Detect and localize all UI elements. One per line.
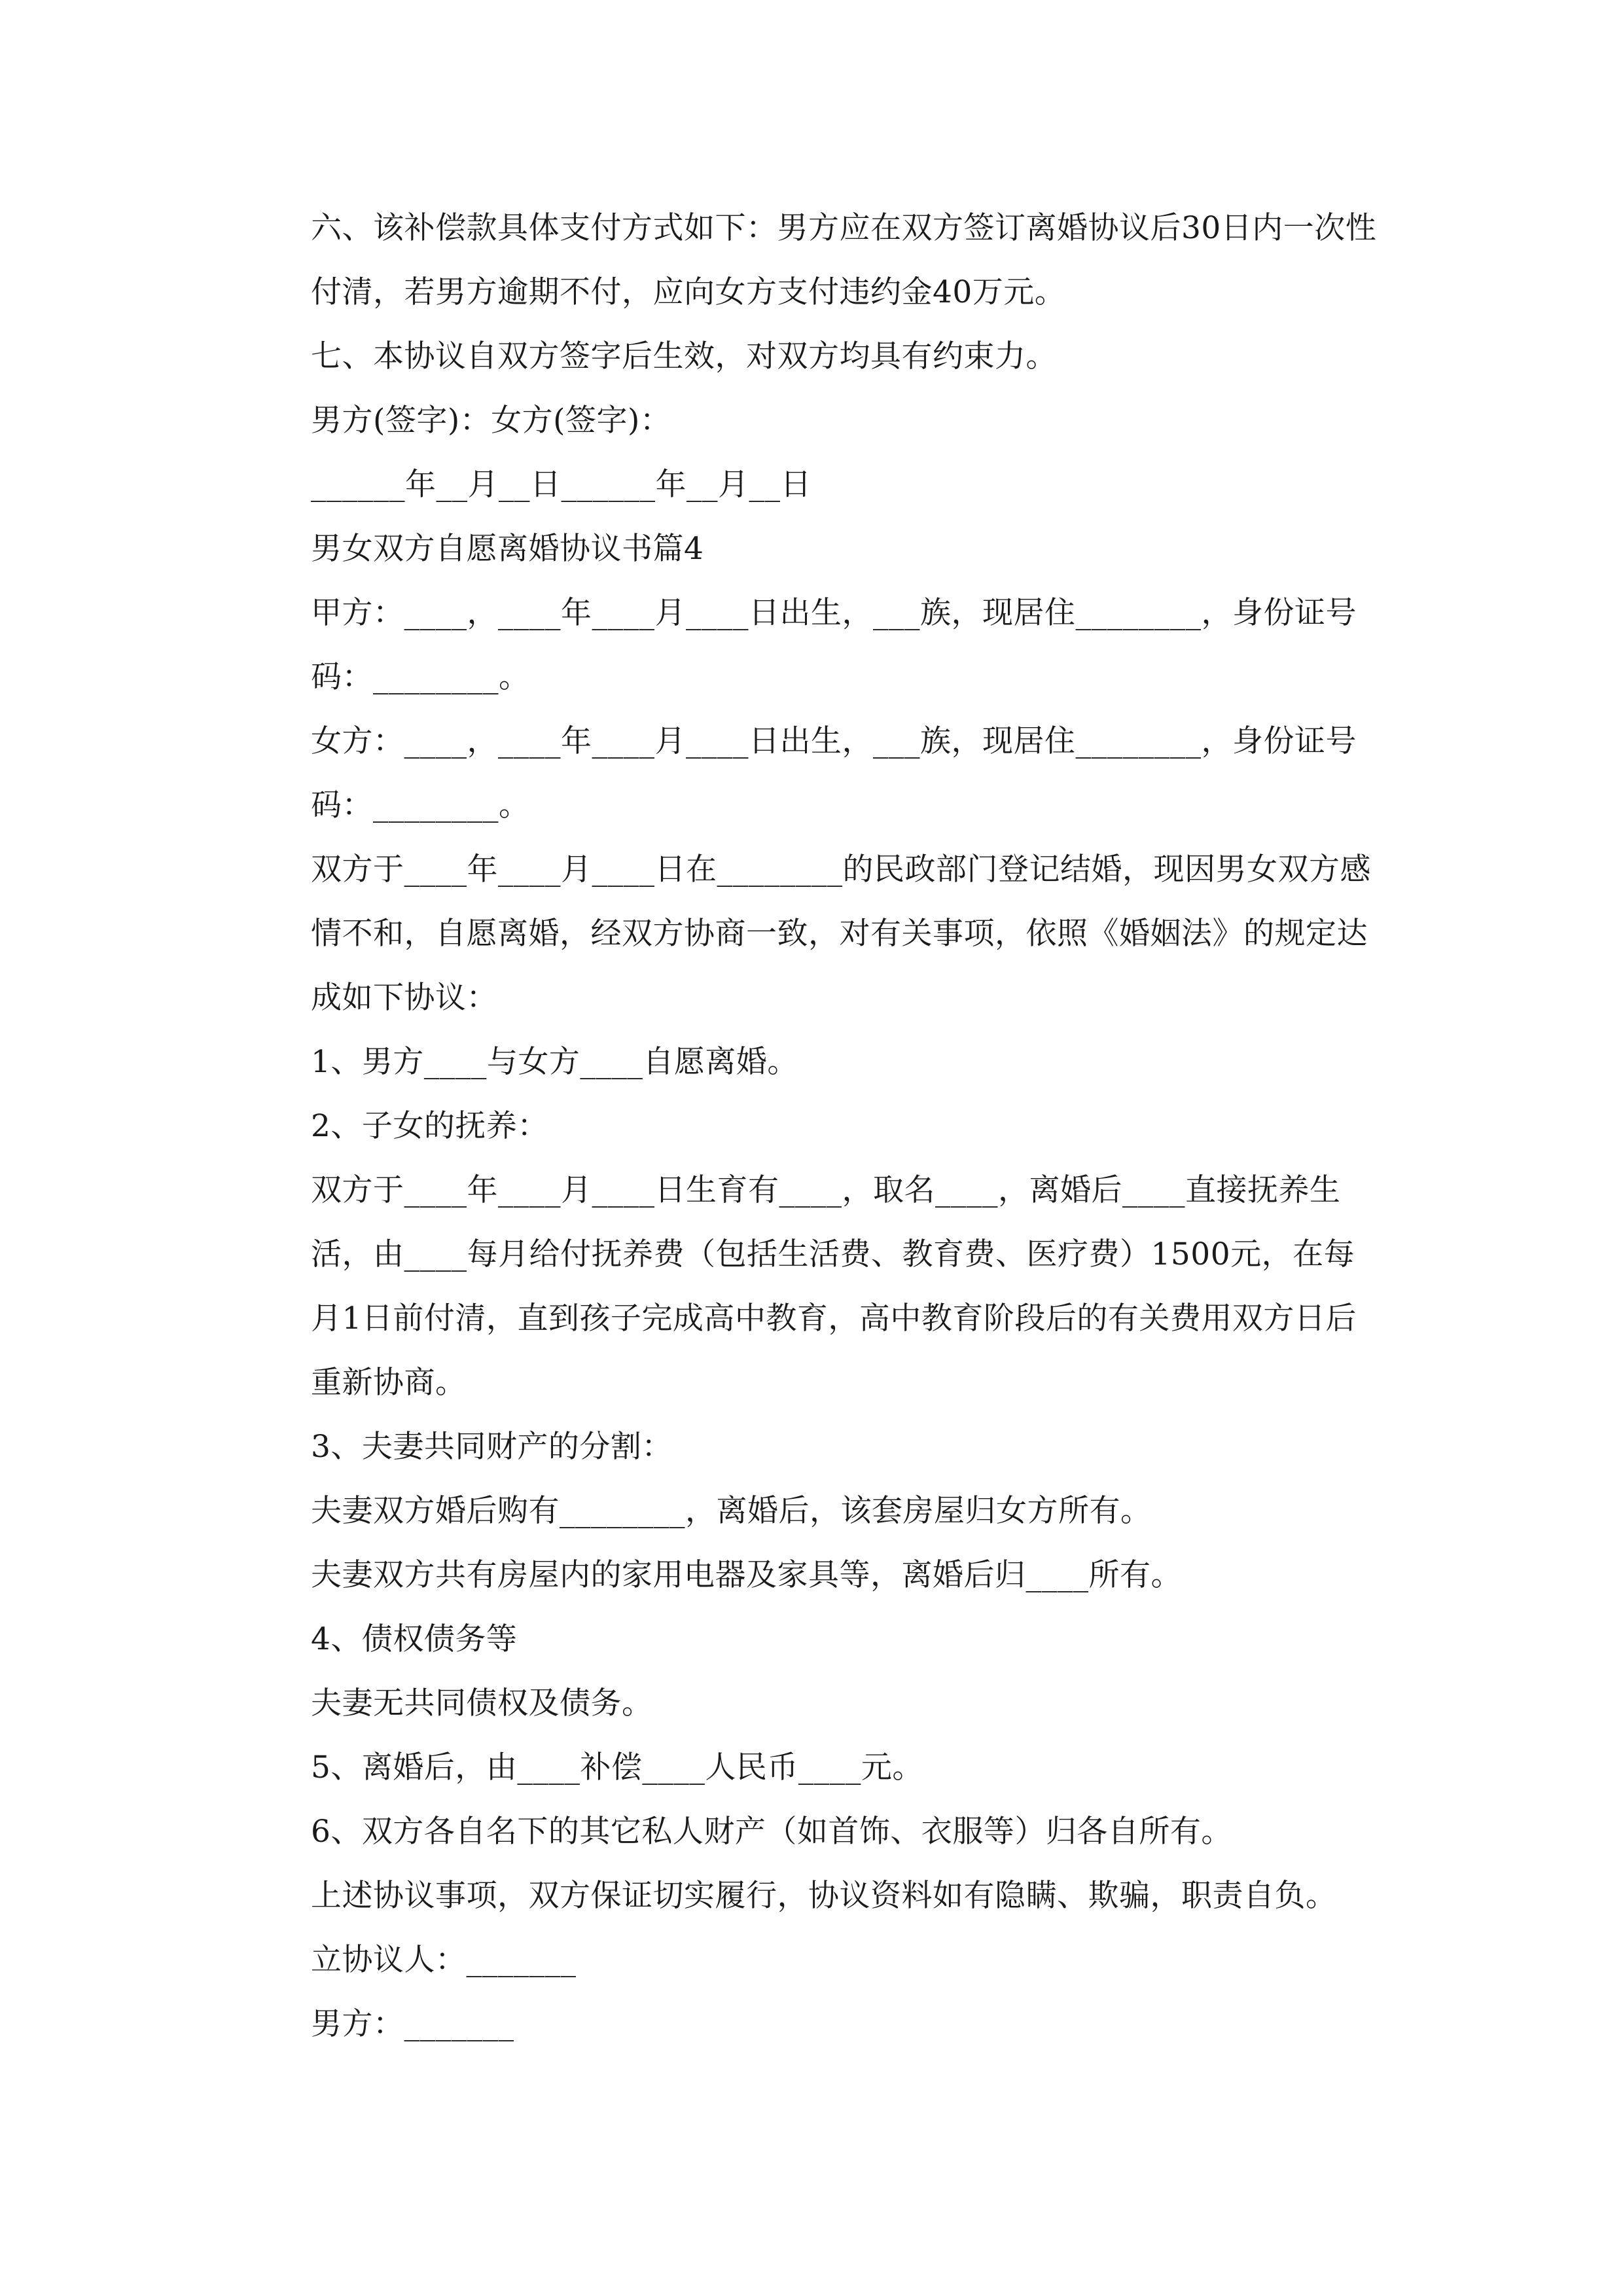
section-title: 男女双方自愿离婚协议书篇4 — [311, 531, 704, 567]
clause-3-furniture: 夫妻双方共有房屋内的家用电器及家具等，离婚后归____所有。 — [311, 1557, 1182, 1593]
clause-6-private-property: 6、双方各自名下的其它私人财产（如首饰、衣服等）归各自所有。 — [311, 1814, 1232, 1850]
clause-1-divorce: 1、男方____与女方____自愿离婚。 — [311, 1044, 798, 1080]
paragraph-effective-clause: 七、本协议自双方签字后生效，对双方均具有约束力。 — [311, 338, 1057, 374]
marriage-background: 双方于____年____月____日在________的民政部门登记结婚，现因男女双方感情不和，自愿离婚，经双方协商一致，对有关事项，依照《婚姻法》的规定达成如下协议： — [311, 852, 1371, 1016]
male-party-signature: 男方：_______ — [311, 2006, 514, 2042]
clause-3-heading: 3、夫妻共同财产的分割： — [311, 1429, 673, 1465]
clause-2-heading: 2、子女的抚养： — [311, 1108, 548, 1144]
agreement-signers: 立协议人：_______ — [311, 1942, 577, 1978]
party-b-info: 女方：____，____年____月____日出生，___族，现居住________，身份证号码：________。 — [311, 723, 1357, 823]
paragraph-payment-method: 六、该补偿款具体支付方式如下：男方应在双方签订离婚协议后30日内一次性付清，若男方逾期不付，应向女方支付违约金40万元。 — [311, 210, 1377, 310]
party-a-info: 甲方：____，____年____月____日出生，___族，现居住________，身份证号码：________。 — [311, 595, 1357, 695]
date-line: ______年__月__日______年__月__日 — [311, 467, 812, 503]
clause-3-house: 夫妻双方婚后购有________，离婚后，该套房屋归女方所有。 — [311, 1493, 1152, 1529]
clause-4-heading: 4、债权债务等 — [311, 1621, 518, 1657]
document-body — [245, 196, 1378, 2056]
clause-2-child-support: 双方于____年____月____日生育有____，取名____，离婚后____直接抚养生活，由____每月给付抚养费（包括生活费、教育费、医疗费）1500元，在每月1日前付清，直到孩子完成高中教育，高中教育阶段后的有关费用双方日后重新协商。 — [311, 1172, 1357, 1401]
clause-4-debts: 夫妻无共同债权及债务。 — [311, 1685, 653, 1721]
guarantee-statement: 上述协议事项，双方保证切实履行，协议资料如有隐瞒、欺骗，职责自负。 — [311, 1878, 1337, 1914]
clause-5-compensation: 5、离婚后，由____补偿____人民币____元。 — [311, 1749, 923, 1785]
signature-line: 男方(签字)：女方(签字)： — [311, 403, 671, 439]
